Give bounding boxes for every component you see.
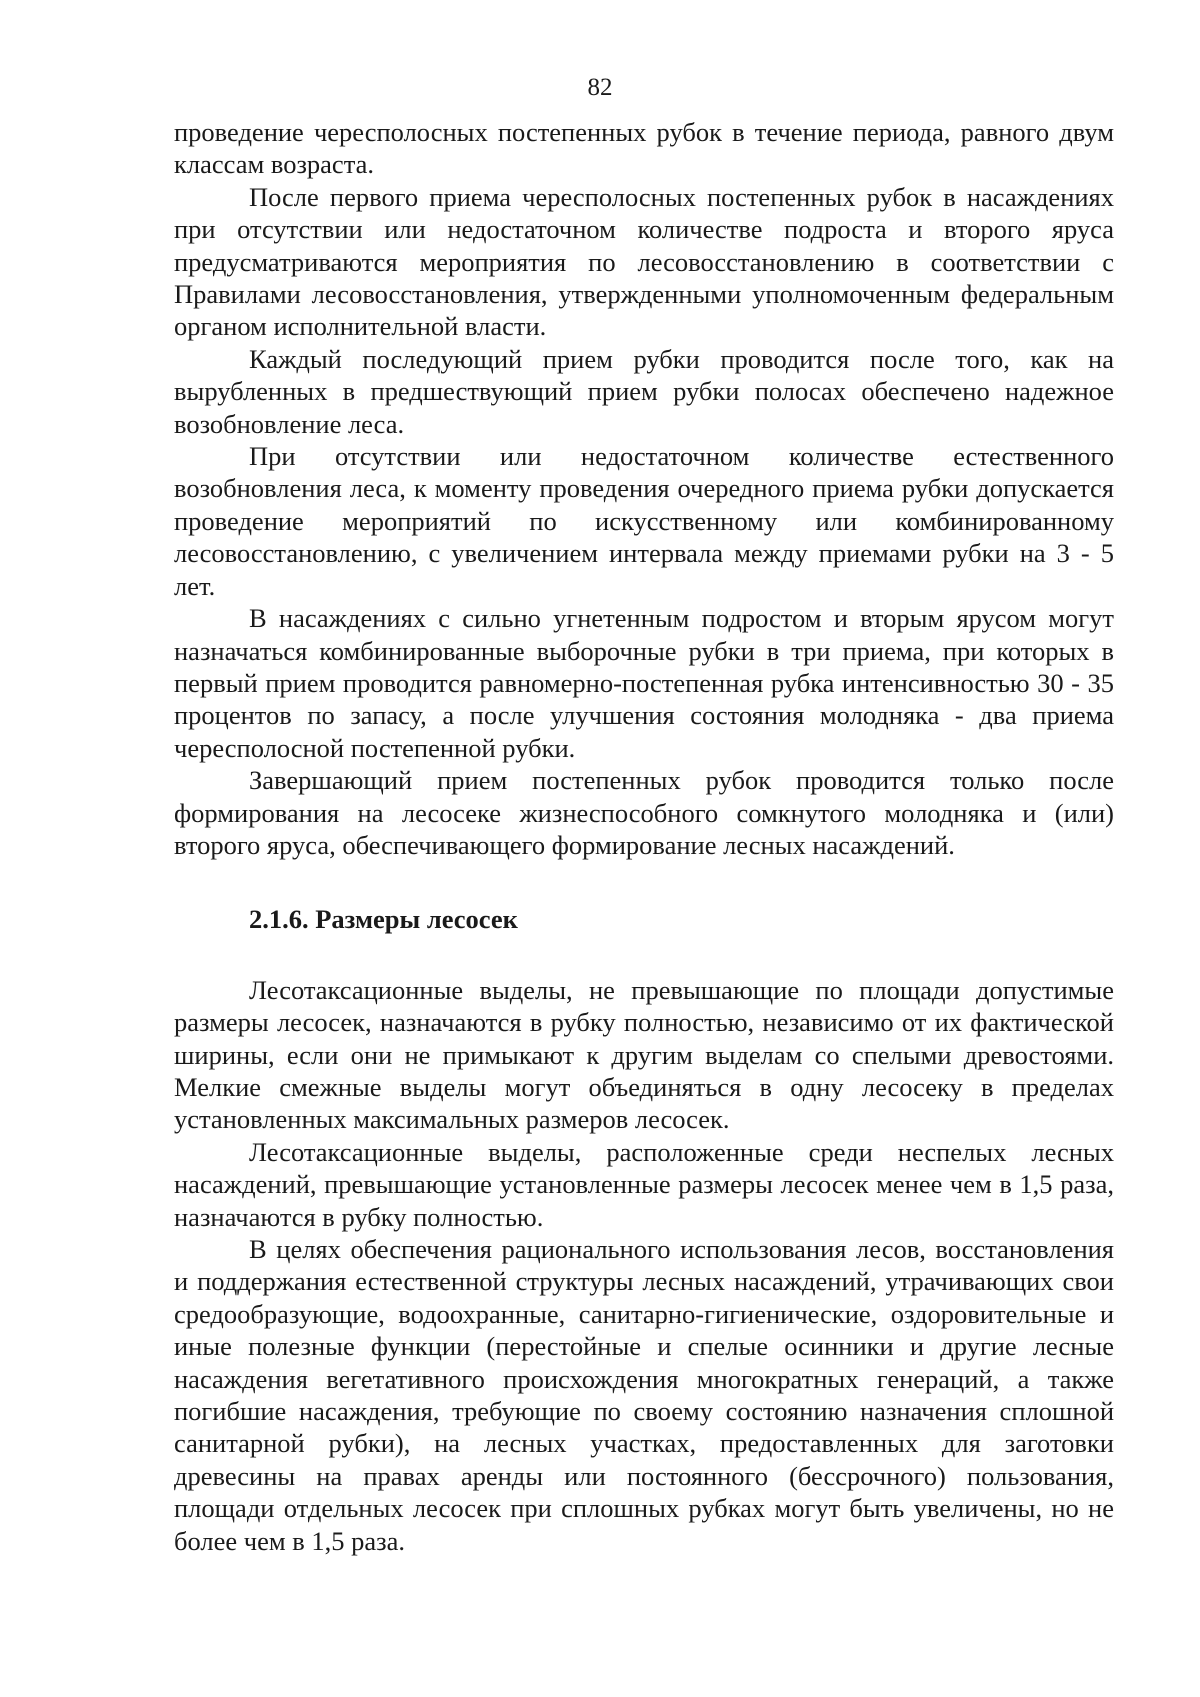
paragraph: Завершающий прием постепенных рубок проводится только после формирования на лесосеке жизнеспособного сомкнутого молодняка и (или) второго яруса, обеспечивающего формирование лесных насаждений.	[174, 765, 1114, 860]
paragraph: После первого приема чересполосных постепенных рубок в насаждениях при отсутствии или недостаточном количестве подроста и второго яруса предусматриваются мероприятия по лесовосстановлению в соответствии с Правилами лесовосстановления, утвержденными уполномоченным федеральным органом исполнительной власти.	[174, 181, 1114, 342]
paragraph: В насаждениях с сильно угнетенным подростом и вторым ярусом могут назначаться комбинированные выборочные рубки в три приема, при которых в первый прием проводится равномерно-постепенная рубка интенсивностью 30 - 35 процентов по запасу, а после улучшения состояния молодняка - два приема чересполосной постепенной рубки.	[174, 603, 1114, 763]
paragraph: В целях обеспечения рационального использования лесов, восстановления и поддержания естественной структуры лесных насаждений, утрачивающих свои средообразующие, водоохранные, санитарно-гигиенические, оздоровительные и иные полезные функции (перестойные и спелые осинники и другие лесные насаждения вегетативного происхождения многократных генераций, а также погибшие насаждения, требующие по своему состоянию назначения сплошной санитарной рубки), на лесных участках, предоставленных для заготовки древесины на правах аренды или постоянного (бессрочного) пользования, площади отдельных лесосек при сплошных рубках могут быть увеличены, но не более чем в 1,5 раза.	[174, 1234, 1114, 1556]
paragraph: Лесотаксационные выделы, не превышающие по площади допустимые размеры лесосек, назначаются в рубку полностью, независимо от их фактической ширины, если они не примыкают к другим выделам со спелыми древостоями. Мелкие смежные выделы могут объединяться в одну лесосеку в пределах установленных максимальных размеров лесосек.	[174, 974, 1114, 1135]
paragraph: Лесотаксационные выделы, расположенные среди неспелых лесных насаждений, превышающие установленные размеры лесосек менее чем в 1,5 раза, назначаются в рубку полностью.	[174, 1136, 1114, 1232]
paragraph-continuation: проведение чересполосных постепенных рубок в течение периода, равного двум классам возраста.	[174, 117, 1114, 180]
paragraph: Каждый последующий прием рубки проводится после того, как на вырубленных в предшествующий прием рубки полосах обеспечено надежное возобновление леса.	[174, 343, 1114, 439]
document-body	[174, 116, 1114, 1557]
section-heading: 2.1.6. Размеры лесосек	[249, 904, 518, 935]
page-number: 82	[587, 74, 613, 101]
paragraph: При отсутствии или недостаточном количестве естественного возобновления леса, к моменту проведения очередного приема рубки допускается проведение мероприятий по искусственному или комбинированному лесовосстановлению, с увеличением интервала между приемами рубки на 3 - 5 лет.	[174, 441, 1114, 601]
